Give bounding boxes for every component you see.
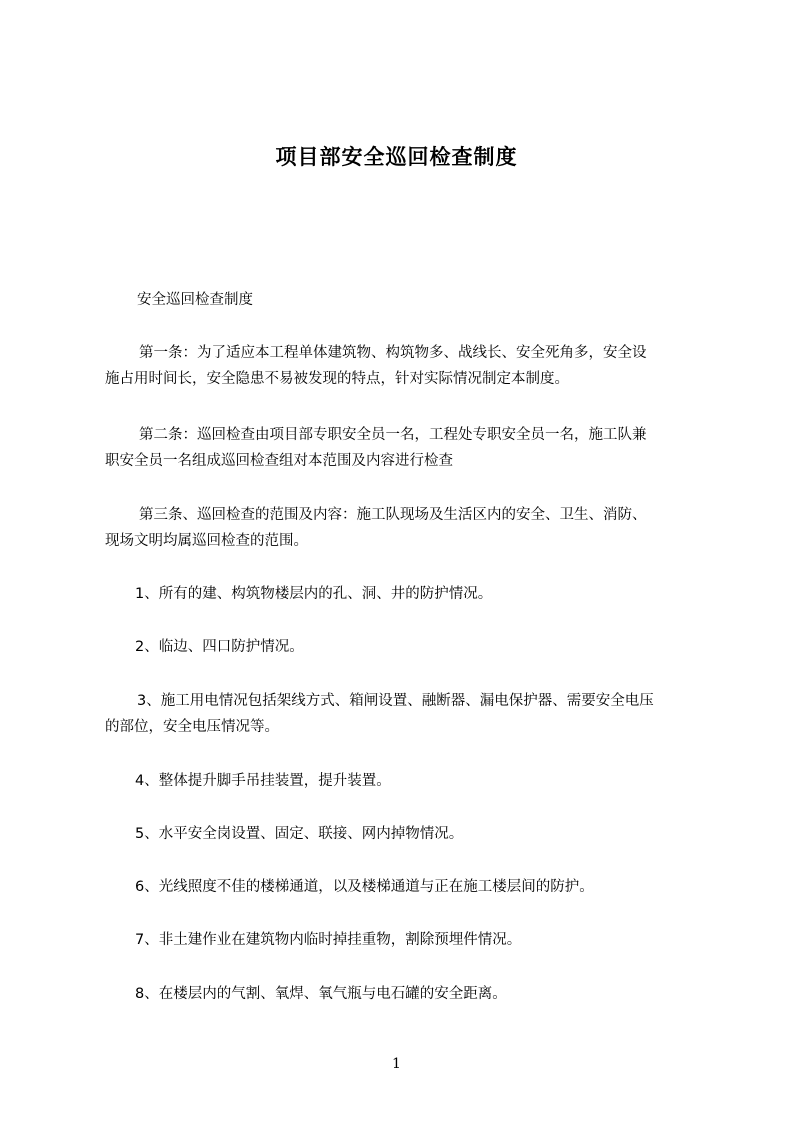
list-item <box>105 874 745 900</box>
list-item <box>105 634 745 660</box>
list-item <box>105 768 745 794</box>
article-3-paragraph <box>105 502 715 554</box>
paragraph-line: 的部位，安全电压情况等。 <box>105 719 279 735</box>
paragraph-line: 第二条：巡回检查由项目部专职安全员一名，工程处专职安全员一名，施工队兼 <box>139 427 647 443</box>
section-heading <box>105 287 747 313</box>
paragraph-line: 8、在楼层内的气割、氧焊、氧气瓶与电石罐的安全距离。 <box>135 986 507 1002</box>
paragraph-line: 现场文明均属巡回检查的范围。 <box>105 533 308 549</box>
paragraph-line: 2、临边、四口防护情况。 <box>135 639 304 655</box>
paragraph-line: 职安全员一名组成巡回检查组对本范围及内容进行检查 <box>105 453 453 469</box>
article-1-paragraph <box>105 340 715 392</box>
paragraph-line: 安全巡回检查制度 <box>137 292 253 308</box>
paragraph-line: 6、光线照度不佳的楼梯通道，以及楼梯通道与正在施工楼层间的防护。 <box>135 879 594 895</box>
list-item <box>105 581 745 607</box>
paragraph-line: 第一条：为了适应本工程单体建筑物、构筑物多、战线长、安全死角多，安全设 <box>139 345 647 361</box>
paragraph-line: 第三条、巡回检查的范围及内容：施工队现场及生活区内的安全、卫生、消防、 <box>139 507 647 523</box>
article-2-paragraph <box>105 422 715 474</box>
list-item <box>105 821 745 847</box>
paragraph-line: 7、非土建作业在建筑物内临时掉挂重物，割除预埋件情况。 <box>135 932 522 948</box>
list-item <box>105 981 745 1007</box>
document-title: 项目部安全巡回检查制度 <box>275 145 518 169</box>
page-number: 1 <box>392 1056 401 1072</box>
paragraph-line: 3、施工用电情况包括架线方式、箱闸设置、融断器、漏电保护器、需要安全电压 <box>137 693 654 709</box>
paragraph-line: 5、水平安全岗设置、固定、联接、网内掉物情况。 <box>135 826 464 842</box>
paragraph-line: 4、整体提升脚手吊挂装置，提升装置。 <box>135 773 391 789</box>
paragraph-line: 施占用时间长，安全隐患不易被发现的特点，针对实际情况制定本制度。 <box>105 371 569 387</box>
list-item <box>105 927 745 953</box>
list-item <box>105 688 715 740</box>
paragraph-line: 1、所有的建、构筑物楼层内的孔、洞、井的防护情况。 <box>135 586 493 602</box>
